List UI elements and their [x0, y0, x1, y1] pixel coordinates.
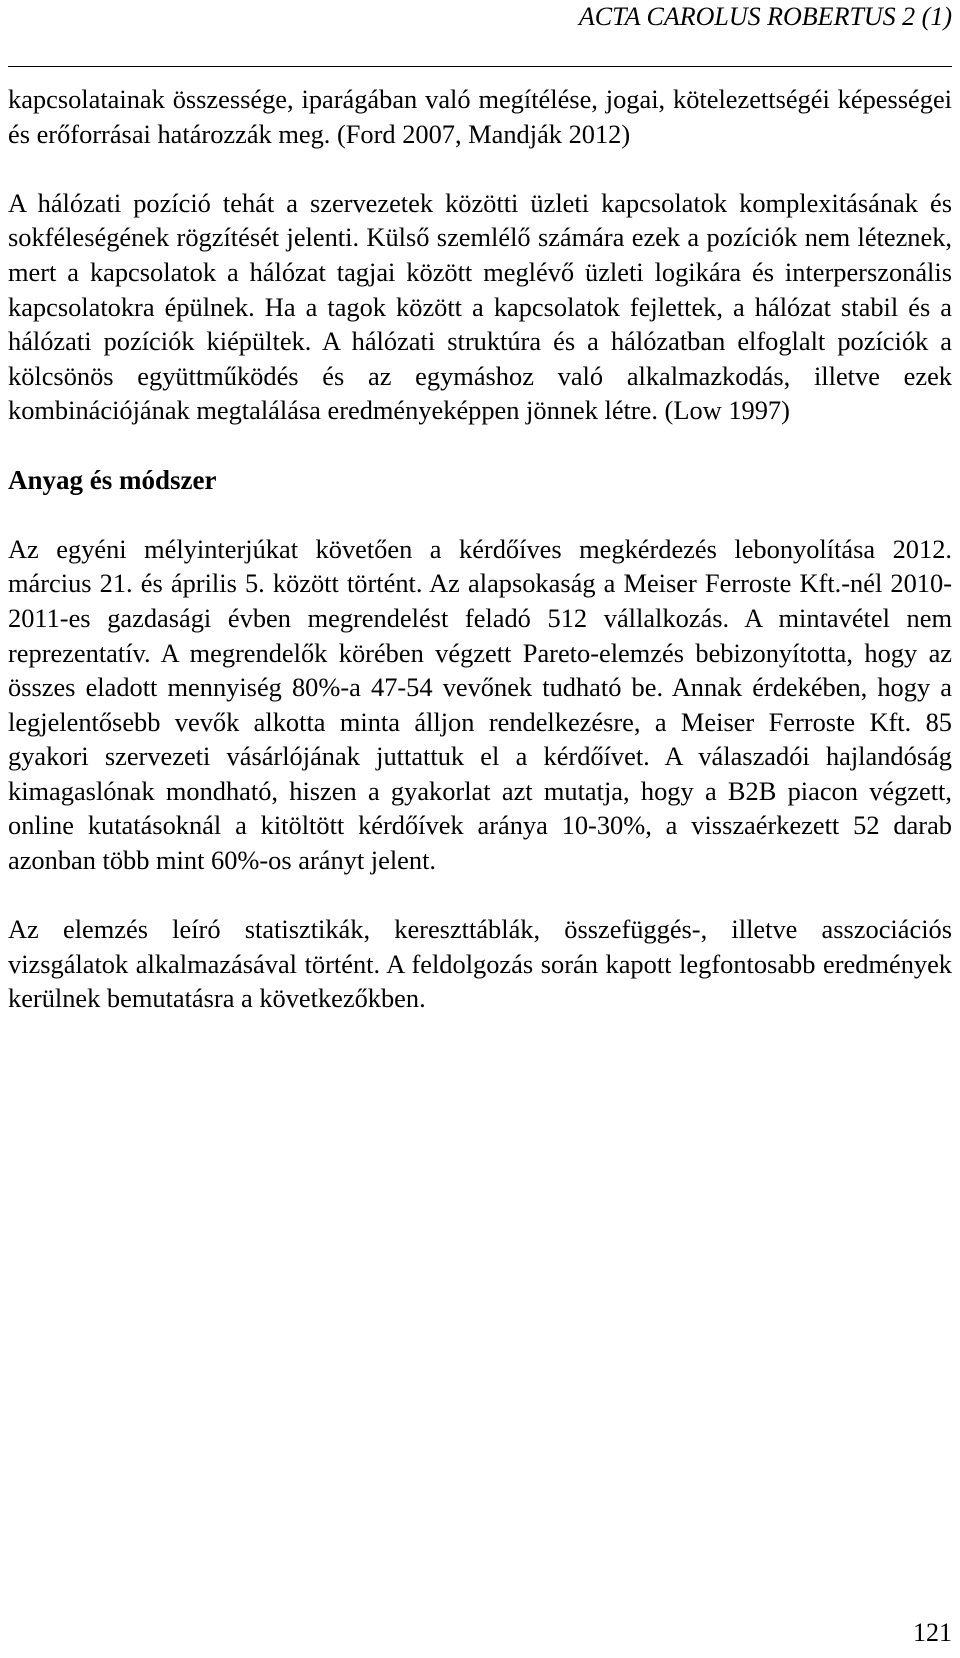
paragraph-gap: [8, 151, 952, 186]
paragraph-gap: [8, 878, 952, 913]
running-header: ACTA CAROLUS ROBERTUS 2 (1): [578, 2, 952, 31]
header-rule: [8, 66, 952, 67]
paragraph-continuation: kapcsolatainak összessége, iparágában való megítélése, jogai, kötelezettségéi képességei és erőforrásai határozzák meg. (Ford 2007, Mandják 2012): [8, 84, 952, 149]
page-body: [8, 82, 952, 1016]
page-number: 121: [913, 1618, 952, 1647]
paragraph-gap: [8, 428, 952, 463]
paragraph-gap: [8, 497, 952, 532]
paragraph-methods: Az egyéni mélyinterjúkat követően a kérdőíves megkérdezés lebonyolítása 2012. március 21. és április 5. között történt. Az alapsokaság a Meiser Ferroste Kft.-nél 2010-2011-es gazdasági évben megrendelést feladó 512 vállalkozás. A mintavétel nem reprezentatív. A megrendelők körében végzett Pareto-elemzés bebizonyította, hogy az összes eladott mennyiség 80%-a 47-54 vevőnek tudható be. Annak érdekében, hogy a legjelentősebb vevők alkotta minta álljon rendelkezésre, a Meiser Ferroste Kft. 85 gyakori szervezeti vásárlójának juttattuk el a kérdőívet. A válaszadói hajlandóság kimagaslónak mondható, hiszen a gyakorlat azt mutatja, hogy a B2B piacon végzett, online kutatásoknál a kitöltött kérdőívek aránya 10-30%, a visszaérkezett 52 darab azonban több mint 60%-os arányt jelent.: [8, 533, 952, 876]
paragraph-analysis: Az elemzés leíró statisztikák, kereszttáblák, összefüggés-, illetve asszociációs vizsgálatok alkalmazásával történt. A feldolgozás során kapott legfontosabb eredmények kerülnek bemutatásra a következőkben.: [8, 914, 952, 1014]
paragraph-network-position: A hálózati pozíció tehát a szervezetek közötti üzleti kapcsolatok komplexitásának és sokféleségének rögzítését jelenti. Külső szemlélő számára ezek a pozíciók nem léteznek, mert a kapcsolatok a hálózat tagjai között meglévő üzleti logikára és interperszonális kapcsolatokra épülnek. Ha a tagok között a kapcsolatok fejlettek, a hálózat stabil és a hálózati pozíciók kiépültek. A hálózati struktúra és a hálózatban elfoglalt pozíciók a kölcsönös együttműködés és az egymáshoz való alkalmazkodás, illetve ezek kombinációjának megtalálása eredményeképpen jönnek létre. (Low 1997): [8, 187, 952, 426]
section-heading: Anyag és módszer: [8, 464, 217, 495]
